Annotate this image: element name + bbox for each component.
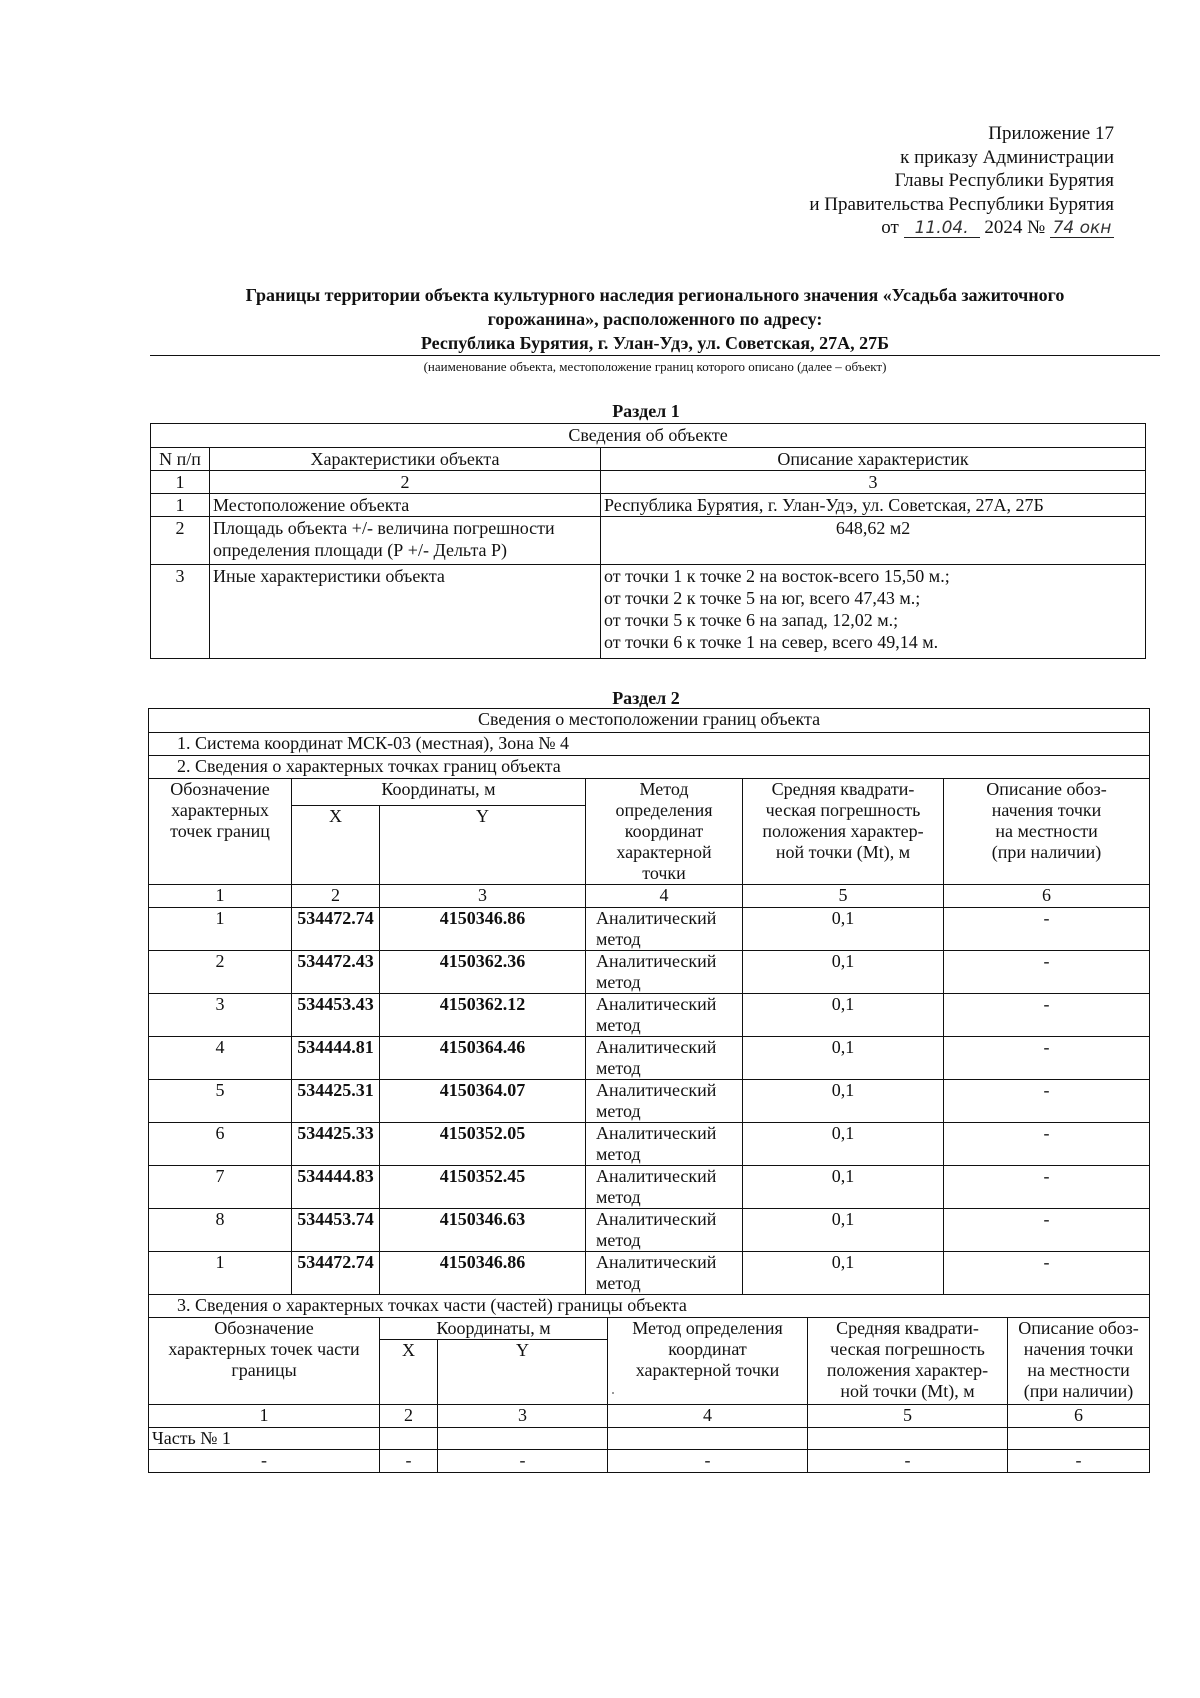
point-method: Аналитический метод <box>586 1209 743 1252</box>
heading-caption: (наименование объекта, местоположение границ которого описано (далее – объект) <box>423 359 887 374</box>
parts-header-coordinates <box>380 1318 608 1405</box>
parts-title: 3. Сведения о характерных точках части (частей) границы объекта <box>149 1295 1150 1318</box>
point-x: 534425.33 <box>292 1123 380 1166</box>
parts-header-x: X <box>380 1340 438 1404</box>
section-1-header: Сведения об объекте <box>151 424 1146 448</box>
header-line: характерной точки <box>635 1360 780 1380</box>
part-label: Часть № 1 <box>149 1428 380 1450</box>
empty-cell <box>380 1428 438 1450</box>
part-cell: - <box>1008 1450 1150 1473</box>
point-row <box>149 951 1150 994</box>
col-header-n: N п/п <box>151 448 210 471</box>
heading-line-2: горожанина», расположенного по адресу: <box>487 309 823 329</box>
point-error: 0,1 <box>743 1166 944 1209</box>
point-method: Аналитический метод <box>586 1252 743 1295</box>
point-x: 534472.74 <box>292 908 380 951</box>
point-error: 0,1 <box>743 1080 944 1123</box>
point-y: 4150364.07 <box>380 1080 586 1123</box>
col-number: 2 <box>380 1405 438 1428</box>
header-line: на местности <box>995 821 1098 841</box>
col-header-description: Описание характеристик <box>601 448 1146 471</box>
point-id: 2 <box>149 951 292 994</box>
header-line: Метод определения <box>632 1318 783 1338</box>
date-year: 2024 № <box>984 217 1046 238</box>
point-row <box>149 1166 1150 1209</box>
header-line: ной точки (Mt), м <box>840 1381 975 1401</box>
col-number: 2 <box>210 471 601 494</box>
section-1-table <box>150 423 1146 659</box>
point-method: Аналитический метод <box>586 1080 743 1123</box>
section-2-header: Сведения о местоположении границ объекта <box>149 709 1150 733</box>
appendix-line-2: к приказу Администрации <box>900 146 1114 168</box>
col-number: 6 <box>1008 1405 1150 1428</box>
empty-cell <box>1008 1428 1150 1450</box>
point-row <box>149 994 1150 1037</box>
point-y: 4150346.86 <box>380 1252 586 1295</box>
parts-header-error <box>808 1318 1008 1405</box>
point-y: 4150364.46 <box>380 1037 586 1080</box>
header-line: Описание обоз- <box>1018 1318 1139 1338</box>
col-number: 2 <box>292 885 380 908</box>
point-error: 0,1 <box>743 1252 944 1295</box>
parts-header-y: Y <box>516 1340 529 1360</box>
point-method: Аналитический метод <box>586 951 743 994</box>
point-description: - <box>944 994 1150 1037</box>
col-number: 4 <box>586 885 743 908</box>
col-number: 5 <box>808 1405 1008 1428</box>
header-line: (при наличии) <box>991 842 1102 862</box>
header-y: Y <box>380 805 586 884</box>
point-method: Аналитический метод <box>586 1037 743 1080</box>
point-x: 534472.43 <box>292 951 380 994</box>
appendix-line-1: Приложение 17 <box>988 123 1114 144</box>
header-method <box>586 779 743 885</box>
point-error: 0,1 <box>743 1209 944 1252</box>
point-x: 534453.43 <box>292 994 380 1037</box>
header-line: границы <box>231 1360 297 1380</box>
point-x: 534444.81 <box>292 1037 380 1080</box>
point-y: 4150346.63 <box>380 1209 586 1252</box>
point-method: Аналитический метод <box>586 908 743 951</box>
point-description: - <box>944 908 1150 951</box>
point-description: - <box>944 1252 1150 1295</box>
handwritten-date: 11.04. <box>904 219 980 238</box>
header-line: координат <box>668 1339 747 1359</box>
col-number: 3 <box>438 1405 608 1428</box>
header-line: точки <box>642 863 686 883</box>
point-method: Аналитический метод <box>586 1166 743 1209</box>
header-line: ной точки (Mt), м <box>775 842 911 862</box>
row-characteristic-line: определения площади (Р +/- Дельта Р) <box>213 540 508 560</box>
header-line: ческая погрешность <box>765 800 921 820</box>
point-row <box>149 1252 1150 1295</box>
parts-table <box>148 1317 1150 1473</box>
section-2-table <box>148 708 1150 1318</box>
col-number: 3 <box>380 885 586 908</box>
col-number: 3 <box>601 471 1146 494</box>
point-y: 4150362.12 <box>380 994 586 1037</box>
row-number: 2 <box>151 517 210 565</box>
point-row <box>149 1123 1150 1166</box>
header-line: Метод определения <box>615 779 713 820</box>
appendix-line-4: и Правительства Республики Бурятия <box>809 193 1114 215</box>
col-number: 4 <box>608 1405 808 1428</box>
empty-cell <box>438 1428 608 1450</box>
appendix-date-line <box>809 216 1114 240</box>
row-description <box>601 565 1146 659</box>
header-line: характерных точек части <box>168 1339 360 1359</box>
row-characteristic <box>210 517 601 565</box>
date-prefix: от <box>881 217 899 238</box>
point-row <box>149 1209 1150 1252</box>
point-error: 0,1 <box>743 1037 944 1080</box>
point-id: 1 <box>149 908 292 951</box>
col-number: 1 <box>149 885 292 908</box>
point-id: 5 <box>149 1080 292 1123</box>
point-error: 0,1 <box>743 951 944 994</box>
header-line: Средняя квадрати- <box>771 779 915 799</box>
header-line: начения точки <box>1023 1339 1134 1359</box>
header-point-description <box>944 779 1150 885</box>
header-line: точек границ <box>170 821 270 841</box>
point-y: 4150352.45 <box>380 1166 586 1209</box>
header-coordinates: Координаты, м <box>292 779 586 806</box>
point-row <box>149 1080 1150 1123</box>
points-body <box>149 908 1150 1295</box>
part-cell: - <box>438 1450 608 1473</box>
appendix-block <box>809 122 1114 240</box>
appendix-line-3: Главы Республики Бурятия <box>894 170 1114 191</box>
point-description: - <box>944 1209 1150 1252</box>
header-line: ческая погрешность <box>830 1339 985 1359</box>
scan-speck <box>612 1392 614 1394</box>
header-line: Обозначение <box>170 779 270 799</box>
point-id: 6 <box>149 1123 292 1166</box>
col-number: 6 <box>944 885 1150 908</box>
header-error <box>743 779 944 885</box>
section-2-title: Раздел 2 <box>612 688 680 708</box>
point-row <box>149 908 1150 951</box>
header-designation <box>149 779 292 885</box>
point-row <box>149 1037 1150 1080</box>
segment-description: от точки 6 к точке 1 на север, всего 49,14 м. <box>604 632 939 652</box>
document-heading <box>150 283 1160 356</box>
point-x: 534425.31 <box>292 1080 380 1123</box>
row-description: 648,62 м2 <box>601 517 1146 565</box>
row-number: 1 <box>151 494 210 517</box>
row-characteristic: Иные характеристики объекта <box>210 565 601 659</box>
row-description: Республика Бурятия, г. Улан-Удэ, ул. Советская, 27А, 27Б <box>601 494 1146 517</box>
point-error: 0,1 <box>743 994 944 1037</box>
point-id: 4 <box>149 1037 292 1080</box>
point-description: - <box>944 1037 1150 1080</box>
empty-cell <box>608 1428 808 1450</box>
point-x: 534453.74 <box>292 1209 380 1252</box>
point-error: 0,1 <box>743 908 944 951</box>
segment-description: от точки 1 к точке 2 на восток-всего 15,50 м.; <box>604 566 950 586</box>
header-line: (при наличии) <box>1023 1381 1134 1401</box>
header-line: на местности <box>1027 1360 1130 1380</box>
header-line: Описание обоз- <box>986 779 1107 799</box>
point-id: 7 <box>149 1166 292 1209</box>
header-x: X <box>292 805 380 884</box>
header-line: положения характер- <box>826 1360 989 1380</box>
parts-header-designation <box>149 1318 380 1405</box>
point-method: Аналитический метод <box>586 994 743 1037</box>
empty-cell <box>808 1428 1008 1450</box>
point-y: 4150362.36 <box>380 951 586 994</box>
row-number: 3 <box>151 565 210 659</box>
point-description: - <box>944 1080 1150 1123</box>
point-description: - <box>944 951 1150 994</box>
row-characteristic: Местоположение объекта <box>210 494 601 517</box>
part-cell: - <box>808 1450 1008 1473</box>
point-description: - <box>944 1166 1150 1209</box>
heading-address: Республика Бурятия, г. Улан-Удэ, ул. Советская, 27А, 27Б <box>150 331 1160 356</box>
col-number: 5 <box>743 885 944 908</box>
col-number: 1 <box>149 1405 380 1428</box>
point-y: 4150346.86 <box>380 908 586 951</box>
point-method: Аналитический метод <box>586 1123 743 1166</box>
parts-header-point-description <box>1008 1318 1150 1405</box>
point-error: 0,1 <box>743 1123 944 1166</box>
segment-description: от точки 2 к точке 5 на юг, всего 47,43 м.; <box>604 588 921 608</box>
point-id: 8 <box>149 1209 292 1252</box>
header-line: Обозначение <box>214 1318 314 1338</box>
header-line: Координаты, м <box>380 1318 607 1340</box>
parts-header-method <box>608 1318 808 1405</box>
row-characteristic-line: Площадь объекта +/- величина погрешности <box>213 518 555 538</box>
parts-body <box>149 1295 1150 1318</box>
point-x: 534472.74 <box>292 1252 380 1295</box>
header-line: Средняя квадрати- <box>836 1318 979 1338</box>
point-description: - <box>944 1123 1150 1166</box>
part-cell: - <box>380 1450 438 1473</box>
handwritten-number: 74 окн <box>1050 219 1114 238</box>
header-line: положения характер- <box>762 821 924 841</box>
points-title: 2. Сведения о характерных точках границ объекта <box>149 756 1150 779</box>
heading-line-1: Границы территории объекта культурного наследия регионального значения «Усадьба зажиточного <box>245 285 1065 305</box>
point-id: 3 <box>149 994 292 1037</box>
point-id: 1 <box>149 1252 292 1295</box>
point-x: 534444.83 <box>292 1166 380 1209</box>
part-cell: - <box>149 1450 380 1473</box>
segment-description: от точки 5 к точке 6 на запад, 12,02 м.; <box>604 610 899 630</box>
header-line: характерных <box>171 800 269 820</box>
header-line: координат характерной <box>616 821 712 862</box>
part-cell: - <box>608 1450 808 1473</box>
col-number: 1 <box>151 471 210 494</box>
section-1-title: Раздел 1 <box>612 401 680 421</box>
header-line: начения точки <box>991 800 1102 820</box>
point-y: 4150352.05 <box>380 1123 586 1166</box>
coordinate-system: 1. Система координат МСК-03 (местная), Зона № 4 <box>149 733 1150 756</box>
col-header-characteristic: Характеристики объекта <box>210 448 601 471</box>
